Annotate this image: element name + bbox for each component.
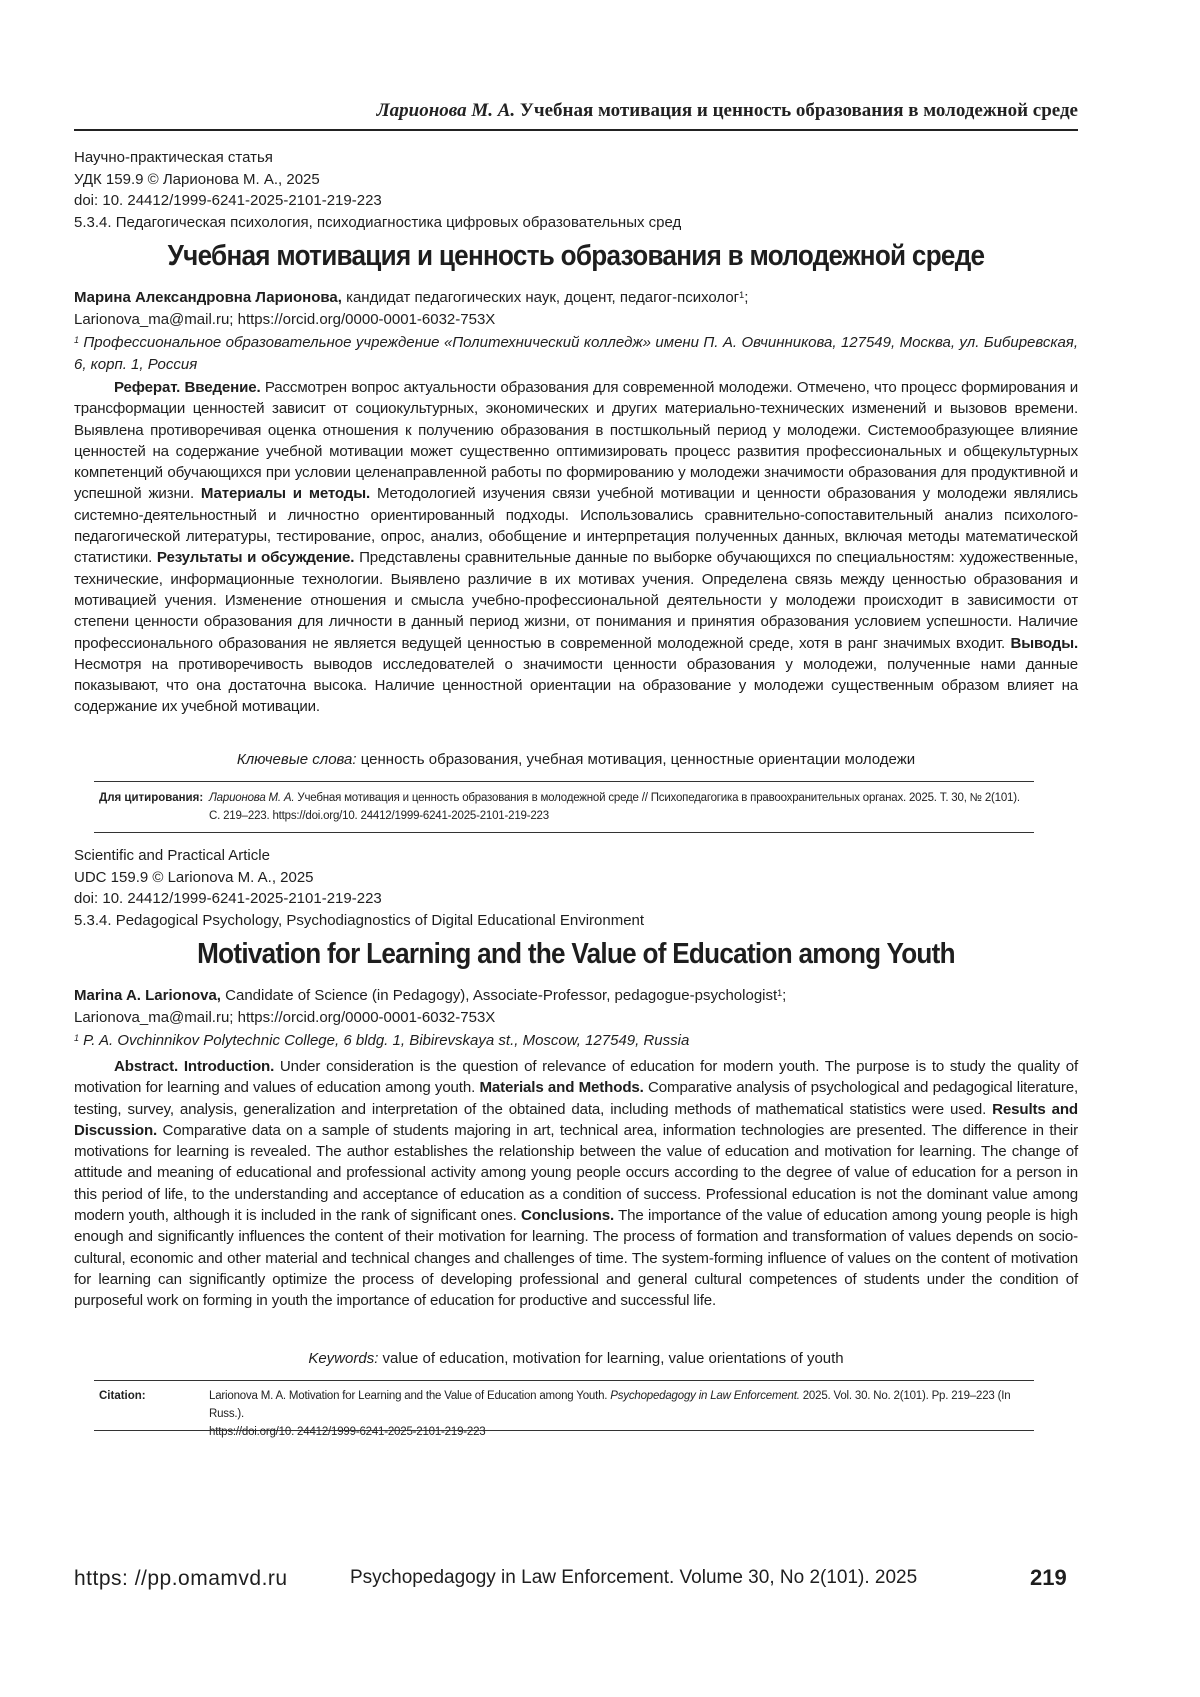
en-citation xyxy=(99,1387,1035,1441)
ru-author-sep: ; xyxy=(744,289,748,306)
ru-affiliation xyxy=(74,332,1078,375)
ru-abstract-methods: Методологией изучения связи учебной мотивации и ценности образования у молодежи являлись системно-деятельностный и личностно ориентированный подходы. Использовались сравнительно-сопоставительный анализ психолого-педагогической литературы, тестирование, опрос, анализ, обобщение и интерпретация полученных данных, включая методы математической статистики. xyxy=(74,485,1078,566)
ru-author-name: Марина Александровна Ларионова, xyxy=(74,289,342,306)
ru-author-degree: кандидат педагогических наук, доцент, педагог-психолог xyxy=(342,289,739,306)
en-abstract xyxy=(74,1056,1078,1312)
en-abstract-heading-results: Results and Discussion. xyxy=(74,1101,1078,1139)
en-abstract-methods: Comparative analysis of psycho­logical and pedagogical literature, testing, survey, analysis, generalization and interpretation of the obtained data, including methods of mathematical statistics were used. xyxy=(74,1079,1078,1117)
en-abstract-conclusions: The importance of the value of education among young people is high enough and significantly influences the content of their motivation for learning. The process of formation and transformation of values depends on socio-cultural, economic and other material and technical changes and challenges of time. The system-forming influence of values on the content of motivation for learning can significantly optimize the process of developing professional and general cultural competences of students under the condition of purposeful work on forming in youth the impor­tance of education for productive and successful life. xyxy=(74,1207,1078,1309)
ru-cite-rule-top xyxy=(94,781,1034,782)
ru-author-sup: 1 xyxy=(739,290,744,300)
ru-abstract xyxy=(74,377,1078,718)
ru-abstract-results: Представлены сравнительные данные по выборке обучающихся по специальностям: художественные, технические, информационные технологии. Выявлено различие в их мотивах учения. Определена связь между ценностью образования и мотивацией учения. Изменение отношения и смысла учебно-профессиональной деятельности у молодежи происходит в зависимости от степени ценности образования для личности в данный период жизни, от понимания и принятия образования условием успешности. Наличие профессионального образования не является ведущей ценностью в современной молодежной среде, хотя в ранг значимых входит. xyxy=(74,549,1078,651)
en-cite-journal: Psychopedagogy in Law Enforcement. xyxy=(610,1390,799,1402)
en-cite-text-2: 2025. Vol. 30. No. 2(101). Pp. 219–223 (In Russ.). xyxy=(209,1390,1010,1420)
ru-abstract-conclusions: Несмотря на противоречивость выводов исследователей о значимости ценности образования у молодежи, полученные нами данные показывают, что она достаточна высока. Наличие ценностной ориентации на образование у молодежи существенным образом влияет на содержание их учебной мотивации. xyxy=(74,656,1078,716)
ru-affil-text: Профессиональное образовательное учреждение «Политехнический колледж» имени П. А. Овчинникова, 127549, Москва, ул. Бибиревская, 6, корп. 1, Россия xyxy=(74,334,1078,373)
ru-keywords xyxy=(74,749,1078,770)
en-abstract-results: Comparative data on a sample of students majoring in art, technical area, information technologies are presented. The difference in their motivations for learning is revealed. The author establishes the relationship between the value of education and motivation for learning. The change of attitude and meaning of educational and professional activity among young people occurs according to the degree of value of education for a person in this period of life, to the understanding and acceptance of education as a condition of success. Professional education is not the dominant value among modern youth, although it is included in the rank of significant ones. xyxy=(74,1122,1078,1224)
en-meta-block xyxy=(74,845,1084,931)
en-keywords-label: Keywords: xyxy=(308,1350,378,1367)
ru-udc: УДК 159.9 © Ларионова М. А., 2025 xyxy=(74,169,1084,191)
en-author-name: Marina A. Larionova, xyxy=(74,987,221,1004)
en-keywords xyxy=(74,1348,1078,1369)
footer-url[interactable]: https: //pp.omamvd.ru xyxy=(74,1567,288,1591)
running-header xyxy=(74,100,1078,122)
en-abstract-heading-methods: Materials and Methods. xyxy=(479,1079,643,1096)
ru-abstract-heading-methods: Материалы и методы. xyxy=(201,485,370,502)
en-cite-doi[interactable]: https://doi.org/10. 24412/1999-6241-2025-2101-219-223 xyxy=(209,1423,1035,1441)
en-cite-label: Citation: xyxy=(99,1387,146,1405)
ru-cite-author: Ларионова М. А. xyxy=(209,792,294,804)
ru-speciality: 5.3.4. Педагогическая психология, психодиагностика цифровых образовательных сред xyxy=(74,212,1084,234)
ru-article-type: Научно-практическая статья xyxy=(74,147,1084,169)
en-cite-text: Larionova M. A. Motivation for Learning and the Value of Education among Youth. xyxy=(209,1390,610,1402)
ru-abstract-heading-intro: Реферат. Введение. xyxy=(114,379,261,396)
en-cite-rule-bottom xyxy=(94,1430,1034,1431)
ru-cite-label: Для цитирования: xyxy=(99,789,203,807)
en-affiliation xyxy=(74,1030,1078,1052)
ru-cite-text: Учебная мотивация и ценность образования в молодежной среде // Психопедагогика в правоохранительных органах. 2025. Т. 30, № 2(101). xyxy=(294,792,1019,804)
running-header-author: Ларионова М. А. xyxy=(377,100,516,121)
en-keywords-text: value of education, motivation for learning, value orientations of youth xyxy=(378,1350,843,1367)
en-abstract-intro: Under consideration is the question of relevance of education for modern youth. The purpose is to study the quality of motivation for learning and values of education among youth. xyxy=(74,1058,1078,1096)
ru-meta-block xyxy=(74,147,1084,233)
ru-author-block xyxy=(74,287,1084,330)
footer-journal: Psychopedagogy in Law Enforcement. Volume 30, No 2(101). 2025 xyxy=(350,1567,917,1589)
ru-abstract-intro: Рассмотрен вопрос актуальности образования для современной молодежи. Отмечено, что процесс формирования и трансформации ценностей зависит от социокультурных, экономических и других материально-технических изменений и вызовов времени. Выявлена противоречивая оценка отношения к получению образования в постшкольный период у молодежи. Системообразующее влияние ценностей на содержание учебной мотивации может существенно оптимизировать процесс развития профессиональных и общекультурных компетенций обучающихся при условии целенаправленной работы по формированию у молодежи значимости образования для продуктивной и успешной жизни. xyxy=(74,379,1078,502)
journal-page xyxy=(0,0,1200,1697)
en-abstract-heading-conclusions: Conclusions. xyxy=(521,1207,614,1224)
ru-doi: doi: 10. 24412/1999-6241-2025-2101-219-223 xyxy=(74,190,1084,212)
en-author-sup: 1 xyxy=(777,988,782,998)
en-author-block xyxy=(74,985,1084,1028)
ru-affil-sup: 1 xyxy=(74,335,79,345)
en-affil-text: P. A. Ovchinnikov Polytechnic College, 6 bldg. 1, Bibirevskaya st., Moscow, 127549, Russia xyxy=(79,1032,689,1049)
ru-abstract-heading-results: Результаты и обсуждение. xyxy=(157,549,354,566)
en-speciality: 5.3.4. Pedagogical Psychology, Psychodiagnostics of Digital Educational Environment xyxy=(74,910,1084,932)
en-cite-rule-top xyxy=(94,1380,1034,1381)
ru-cite-doi[interactable]: С. 219–223. https://doi.org/10. 24412/1999-6241-2025-2101-219-223 xyxy=(209,807,1035,825)
en-title: Motivation for Learning and the Value of Education among Youth xyxy=(124,938,1028,971)
header-rule xyxy=(74,129,1078,131)
ru-title: Учебная мотивация и ценность образования в молодежной среде xyxy=(124,240,1028,273)
ru-cite-rule-bottom xyxy=(94,832,1034,833)
ru-citation xyxy=(99,789,1035,825)
en-author-degree: Candidate of Science (in Pedagogy), Associate-Professor, pedagogue-psychologist xyxy=(221,987,777,1004)
running-header-title: Учебная мотивация и ценность образования в молодежной среде xyxy=(520,100,1078,121)
ru-keywords-text: ценность образования, учебная мотивация, ценностные ориентации молодежи xyxy=(357,751,916,768)
ru-abstract-heading-conclusions: Выводы. xyxy=(1010,635,1078,652)
en-article-type: Scientific and Practical Article xyxy=(74,845,1084,867)
en-abstract-heading-intro: Abstract. Introduction. xyxy=(114,1058,274,1075)
ru-author-contacts: Larionova_ma@mail.ru; https://orcid.org/0000-0001-6032-753X xyxy=(74,309,1084,331)
en-affil-sup: 1 xyxy=(74,1033,79,1043)
page-number: 219 xyxy=(1030,1565,1067,1591)
en-author-contacts: Larionova_ma@mail.ru; https://orcid.org/0000-0001-6032-753X xyxy=(74,1007,1084,1029)
ru-keywords-label: Ключевые слова: xyxy=(237,751,357,768)
en-author-sep: ; xyxy=(782,987,786,1004)
en-udc: UDC 159.9 © Larionova M. A., 2025 xyxy=(74,867,1084,889)
en-doi: doi: 10. 24412/1999-6241-2025-2101-219-223 xyxy=(74,888,1084,910)
